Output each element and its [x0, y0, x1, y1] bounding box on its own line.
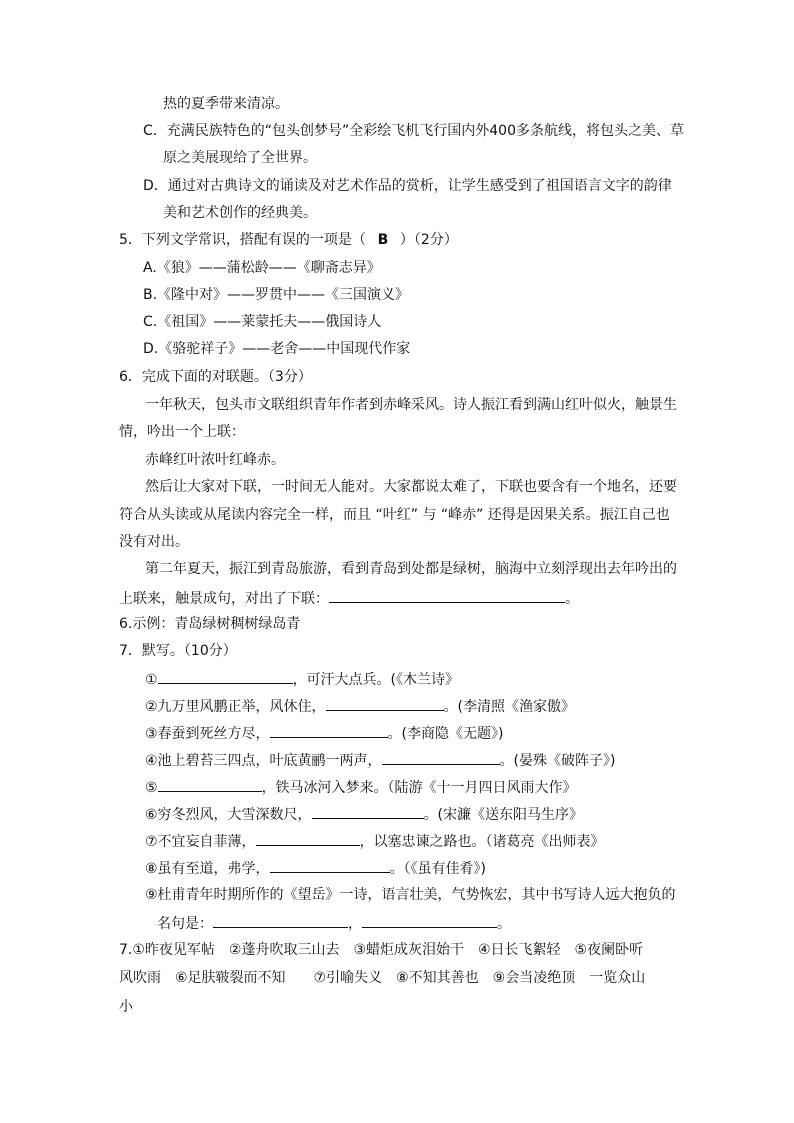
q7-item-6-pre: ⑥穷冬烈风，大雪深数尺， [145, 807, 312, 823]
q6-couplet: 赤峰红叶浓叶红峰赤。 [145, 452, 285, 468]
q6-para3-line1: 第二年夏天，振江到青岛旅游，看到青岛到处都是绿树，脑海中立刻浮现出去年吟出的 [145, 561, 677, 577]
q7-stem: 7．默写。（10分） [119, 643, 237, 659]
q6-answer: 6.示例：青岛绿树稠树绿岛青 [119, 616, 301, 632]
q7-item-1-blank [158, 668, 293, 684]
q7-item-3-blank [270, 722, 388, 738]
q4-option-d-line2: 美和艺术创作的经典美。 [163, 205, 317, 221]
q7-answer-line2: 风吹雨 ⑥足肤皲裂而不知 ⑦引喻失义 ⑧不知其善也 ⑨会当凌绝顶 一览众山 [119, 970, 646, 986]
q7-item-8-pre: ⑧虽有至道，弗学， [145, 861, 270, 877]
q7-answer-line1: 7.①昨夜见军帖 ②蓬舟吹取三山去 ③蜡炬成灰泪始干 ④日长飞絮轻 ⑤夜阑卧听 [119, 942, 644, 958]
q7-item-9-line1: ⑨杜甫青年时期所作的《望岳》一诗，语言壮美，气势恢宏，其中书写诗人远大抱负的 [145, 887, 676, 903]
q6-para1-line2: 情，吟出一个上联： [119, 424, 245, 440]
q7-item-4 [145, 749, 616, 769]
q5-option-d: D.《骆驼祥子》——老舍——中国现代作家 [143, 341, 411, 357]
q6-answer-blank [329, 587, 565, 603]
q7-item-4-blank [382, 749, 500, 765]
q6-para2-line2: 符合从头读或从尾读内容完全一样，而且 “叶红” 与 “峰赤” 还得是因果关系。振江自己也 [119, 507, 670, 523]
q7-item-3-pre: ③春蚕到死丝方尽， [145, 726, 270, 742]
q4-option-c-line1: C．充满民族特色的“包头创梦号”全彩绘飞机飞行国内外400多条航线，将包头之美、草 [143, 123, 685, 139]
q5-stem-post: ）（2分） [399, 232, 458, 248]
q7-item-4-pre: ④池上碧苔三四点，叶底黄鹂一两声， [145, 753, 382, 769]
q7-item-3-post: 。(李商隐《无题》) [387, 726, 504, 742]
q7-item-2-pre: ②九万里风鹏正举，风休住， [145, 699, 326, 715]
q7-item-2-post: 。(李清照《渔家傲》 [443, 699, 576, 715]
q7-item-3 [145, 722, 504, 742]
q5-option-c: C.《祖国》——莱蒙托夫——俄国诗人 [143, 314, 382, 330]
q5-option-a: A.《狼》——蒲松龄——《聊斋志异》 [143, 260, 381, 276]
q7-item-6-blank [312, 803, 424, 819]
q7-item-9-blank-1 [213, 912, 348, 928]
q7-item-8-blank [270, 857, 390, 873]
q7-item-5 [145, 776, 577, 796]
q7-item-7-pre: ⑦不宜妄自菲薄， [145, 834, 256, 850]
q7-item-9-pre: 名句是： [157, 916, 213, 932]
q6-stem: 6．完成下面的对联题。（3分） [119, 369, 312, 385]
q7-item-2-blank [326, 695, 444, 711]
q7-item-1-text: ，可汗大点兵。(《木兰诗》 [292, 672, 460, 688]
q7-item-1-num: ① [145, 672, 158, 688]
q7-item-5-blank [158, 776, 262, 792]
q5-answer: B [377, 232, 389, 248]
q4-option-c-line2: 原之美展现给了全世界。 [163, 150, 317, 166]
q6-para3-line2 [119, 587, 579, 607]
q7-item-5-post: ，铁马冰河入梦来。（陆游《十一月四日风雨大作》 [261, 780, 577, 796]
q7-item-2 [145, 695, 575, 715]
q7-item-7-post: ，以塞忠谏之路也。（诸葛亮《出师表》 [359, 834, 605, 850]
q7-item-7 [145, 830, 605, 850]
q7-item-8-post: 。（《虽有佳肴》) [389, 861, 487, 877]
q5-option-b: B.《隆中对》——罗贯中——《三国演义》 [143, 287, 410, 303]
q4-option-d-line1: D．通过对古典诗文的诵读及对艺术作品的赏析，让学生感受到了祖国语言文字的韵律 [143, 178, 672, 194]
q7-item-9-mid: ， [348, 916, 362, 932]
q6-para2-line3: 没有对出。 [119, 534, 189, 550]
q7-item-5-pre: ⑤ [145, 780, 158, 796]
q6-para3-end: 。 [565, 591, 579, 607]
q6-para3-line2-text: 上联来，触景成句，对出了下联： [119, 591, 329, 607]
q7-item-9-post: 。 [497, 916, 511, 932]
q7-item-1 [145, 668, 459, 688]
q4-option-b-tail: 热的夏季带来清凉。 [163, 96, 289, 112]
q7-item-8 [145, 857, 486, 877]
q6-para1-line1: 一年秋天，包头市文联组织青年作者到赤峰采风。诗人振江看到满山红叶似火，触景生 [145, 397, 677, 413]
q7-item-6 [145, 803, 583, 823]
q7-item-7-blank [256, 830, 360, 846]
q7-answer-line3: 小 [119, 999, 133, 1015]
q6-para2-line1: 然后让大家对下联，一时间无人能对。大家都说太难了，下联也要含有一个地名，还要 [145, 479, 677, 495]
q7-item-6-post: 。(宋濂《送东阳马生序》 [423, 807, 584, 823]
q5-stem [119, 230, 458, 250]
q7-item-9-line2 [157, 912, 511, 932]
q7-item-9-blank-2 [362, 912, 497, 928]
q7-item-4-post: 。(晏殊《破阵子》) [499, 753, 616, 769]
q5-stem-pre: 5．下列文学常识，搭配有误的一项是（ [119, 232, 366, 248]
